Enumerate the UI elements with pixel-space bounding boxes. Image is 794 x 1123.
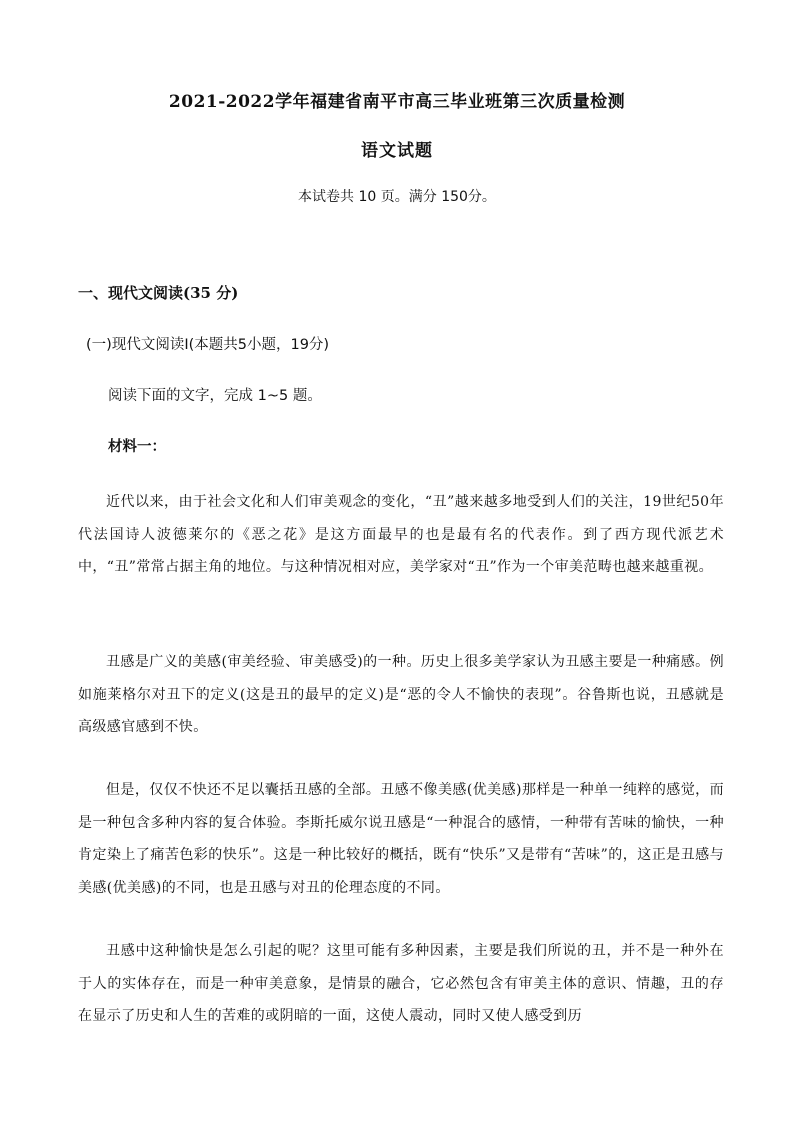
exam-info: 本试卷共 10 页。满分 150分。 <box>298 189 496 205</box>
reading-instruction: 阅读下面的文字，完成 1~5 题。 <box>108 388 322 404</box>
material-label: 材料一： <box>108 439 166 455</box>
passage-paragraph: 但是，仅仅不快还不足以囊括丑感的全部。丑感不像美感(优美感)那样是一种单一纯粹的感觉，而是一种包含多种内容的复合体验。李斯托威尔说丑感是“一种混合的感情，一种带有苦味的愉快，一种肯定染上了痛苦色彩的快乐”。这是一种比较好的概括，既有“快乐”又是带有“苦味”的，这正是丑感与美感(优美感)的不同，也是丑感与对丑的伦理态度的不同。 <box>78 782 724 896</box>
passage-paragraph: 丑感是广义的美感(审美经验、审美感受)的一种。历史上很多美学家认为丑感主要是一种痛感。例如施莱格尔对丑下的定义(这是丑的最早的定义)是“恶的令人不愉快的表现”。谷鲁斯也说，丑感就是高级感官感到不快。 <box>78 654 724 735</box>
subject-title: 语文试题 <box>361 141 433 161</box>
document-title: 2021-2022学年福建省南平市高三毕业班第三次质量检测 <box>168 92 626 112</box>
passage-paragraph: 丑感中这种愉快是怎么引起的呢？这里可能有多种因素，主要是我们所说的丑，并不是一种外在于人的实体存在，而是一种审美意象，是情景的融合，它必然包含有审美主体的意识、情趣，丑的存在显示了历史和人生的苦难的或阴暗的一面，这使人震动，同时又使人感受到历 <box>78 943 724 1024</box>
passage-paragraph: 近代以来，由于社会文化和人们审美观念的变化，“丑”越来越多地受到人们的关注，19世纪50年代法国诗人波德莱尔的《恶之花》是这方面最早的也是最有名的代表作。到了西方现代派艺术中，“丑”常常占据主角的地位。与这种情况相对应，美学家对“丑”作为一个审美范畴也越来越重视。 <box>78 494 724 575</box>
subsection-heading: (一)现代文阅读Ⅰ(本题共5小题，19分) <box>86 337 330 353</box>
section-heading: 一、现代文阅读(35 分) <box>78 284 239 302</box>
